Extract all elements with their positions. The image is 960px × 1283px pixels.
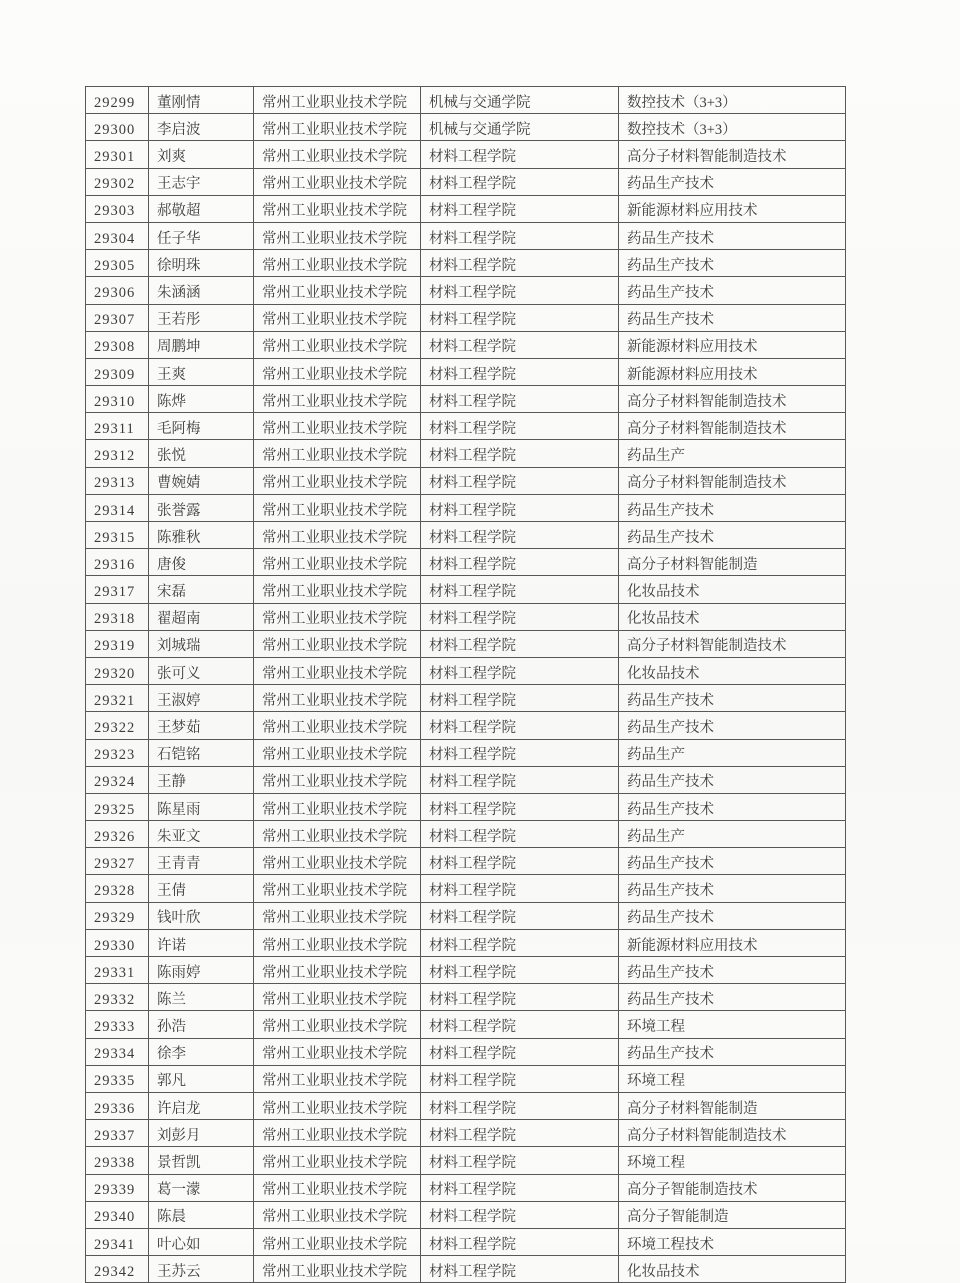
cell-school: 常州工业职业技术学院 [254,576,421,603]
cell-student-name: 刘彭月 [149,1120,254,1147]
cell-college: 材料工程学院 [421,1228,619,1255]
cell-major: 环境工程 [619,1011,846,1038]
cell-school: 常州工业职业技术学院 [254,630,421,657]
cell-student-name: 钱叶欣 [149,902,254,929]
cell-student-id: 29319 [86,630,149,657]
table-row [86,195,846,222]
cell-school: 常州工业职业技术学院 [254,331,421,358]
cell-student-name: 曹婉婧 [149,467,254,494]
cell-student-id: 29299 [86,87,149,114]
cell-major: 药品生产 [619,821,846,848]
cell-major: 化妆品技术 [619,603,846,630]
cell-major: 高分子材料智能制造 [619,1092,846,1119]
cell-major: 药品生产技术 [619,685,846,712]
cell-school: 常州工业职业技术学院 [254,1228,421,1255]
table-row [86,494,846,521]
cell-college: 材料工程学院 [421,848,619,875]
cell-college: 机械与交通学院 [421,87,619,114]
cell-major: 新能源材料应用技术 [619,331,846,358]
table-row [86,1256,846,1283]
cell-student-id: 29326 [86,821,149,848]
cell-major: 药品生产技术 [619,277,846,304]
cell-student-id: 29317 [86,576,149,603]
cell-student-name: 陈晨 [149,1201,254,1228]
cell-major: 化妆品技术 [619,657,846,684]
table-row [86,522,846,549]
cell-college: 材料工程学院 [421,1201,619,1228]
cell-student-name: 葛一濛 [149,1174,254,1201]
cell-college: 材料工程学院 [421,630,619,657]
cell-student-id: 29320 [86,657,149,684]
cell-college: 材料工程学院 [421,902,619,929]
cell-college: 材料工程学院 [421,141,619,168]
cell-school: 常州工业职业技术学院 [254,277,421,304]
cell-college: 材料工程学院 [421,522,619,549]
cell-student-id: 29339 [86,1174,149,1201]
cell-school: 常州工业职业技术学院 [254,984,421,1011]
cell-student-id: 29331 [86,957,149,984]
cell-school: 常州工业职业技术学院 [254,522,421,549]
cell-major: 新能源材料应用技术 [619,929,846,956]
cell-college: 材料工程学院 [421,1065,619,1092]
cell-major: 高分子智能制造 [619,1201,846,1228]
cell-student-name: 王爽 [149,358,254,385]
cell-school: 常州工业职业技术学院 [254,114,421,141]
cell-major: 化妆品技术 [619,1256,846,1283]
cell-student-name: 任子华 [149,222,254,249]
cell-student-id: 29321 [86,685,149,712]
cell-student-name: 叶心如 [149,1228,254,1255]
cell-student-name: 陈兰 [149,984,254,1011]
cell-college: 材料工程学院 [421,576,619,603]
cell-student-name: 翟超南 [149,603,254,630]
table-row [86,1038,846,1065]
cell-college: 机械与交通学院 [421,114,619,141]
cell-college: 材料工程学院 [421,277,619,304]
table-row [86,712,846,739]
cell-major: 高分子材料智能制造技术 [619,386,846,413]
cell-student-id: 29310 [86,386,149,413]
cell-major: 新能源材料应用技术 [619,195,846,222]
cell-student-name: 石铠铭 [149,739,254,766]
cell-school: 常州工业职业技术学院 [254,1174,421,1201]
table-row [86,168,846,195]
cell-college: 材料工程学院 [421,386,619,413]
cell-school: 常州工业职业技术学院 [254,494,421,521]
cell-student-id: 29301 [86,141,149,168]
cell-school: 常州工业职业技术学院 [254,1147,421,1174]
cell-major: 环境工程 [619,1147,846,1174]
table-row [86,984,846,1011]
cell-student-name: 许启龙 [149,1092,254,1119]
cell-student-id: 29315 [86,522,149,549]
cell-major: 药品生产 [619,440,846,467]
cell-student-id: 29302 [86,168,149,195]
cell-student-id: 29329 [86,902,149,929]
cell-major: 药品生产技术 [619,494,846,521]
cell-major: 新能源材料应用技术 [619,358,846,385]
cell-college: 材料工程学院 [421,875,619,902]
cell-school: 常州工业职业技术学院 [254,1256,421,1283]
cell-major: 药品生产技术 [619,712,846,739]
cell-student-name: 王倩 [149,875,254,902]
cell-student-name: 唐俊 [149,549,254,576]
cell-major: 药品生产技术 [619,793,846,820]
cell-student-id: 29327 [86,848,149,875]
cell-student-name: 张誉露 [149,494,254,521]
table-row [86,848,846,875]
cell-college: 材料工程学院 [421,793,619,820]
cell-school: 常州工业职业技术学院 [254,440,421,467]
cell-college: 材料工程学院 [421,1011,619,1038]
table-row [86,1011,846,1038]
cell-major: 药品生产技术 [619,522,846,549]
cell-student-id: 29304 [86,222,149,249]
table-row [86,793,846,820]
cell-school: 常州工业职业技术学院 [254,1092,421,1119]
table-row [86,657,846,684]
cell-school: 常州工业职业技术学院 [254,821,421,848]
table-row [86,331,846,358]
cell-college: 材料工程学院 [421,467,619,494]
cell-college: 材料工程学院 [421,1092,619,1119]
cell-school: 常州工业职业技术学院 [254,902,421,929]
cell-college: 材料工程学院 [421,766,619,793]
cell-school: 常州工业职业技术学院 [254,386,421,413]
table-row [86,250,846,277]
cell-major: 数控技术（3+3） [619,87,846,114]
table-row [86,413,846,440]
cell-school: 常州工业职业技术学院 [254,657,421,684]
cell-student-id: 29330 [86,929,149,956]
cell-school: 常州工业职业技术学院 [254,222,421,249]
cell-major: 药品生产技术 [619,250,846,277]
cell-student-id: 29308 [86,331,149,358]
cell-college: 材料工程学院 [421,984,619,1011]
cell-student-id: 29303 [86,195,149,222]
cell-school: 常州工业职业技术学院 [254,739,421,766]
table-row [86,440,846,467]
cell-student-name: 刘城瑞 [149,630,254,657]
cell-student-id: 29334 [86,1038,149,1065]
cell-college: 材料工程学院 [421,603,619,630]
cell-school: 常州工业职业技术学院 [254,875,421,902]
cell-student-name: 陈雅秋 [149,522,254,549]
table-row [86,277,846,304]
cell-major: 药品生产技术 [619,168,846,195]
cell-student-id: 29338 [86,1147,149,1174]
cell-student-name: 董刚情 [149,87,254,114]
cell-student-name: 朱涵涵 [149,277,254,304]
cell-college: 材料工程学院 [421,821,619,848]
cell-school: 常州工业职业技术学院 [254,793,421,820]
cell-student-id: 29333 [86,1011,149,1038]
cell-school: 常州工业职业技术学院 [254,1201,421,1228]
cell-college: 材料工程学院 [421,1147,619,1174]
cell-college: 材料工程学院 [421,413,619,440]
cell-student-id: 29340 [86,1201,149,1228]
cell-major: 药品生产技术 [619,984,846,1011]
cell-student-id: 29306 [86,277,149,304]
cell-school: 常州工业职业技术学院 [254,87,421,114]
cell-school: 常州工业职业技术学院 [254,1120,421,1147]
cell-major: 高分子材料智能制造 [619,549,846,576]
cell-student-name: 孙浩 [149,1011,254,1038]
cell-student-name: 徐明珠 [149,250,254,277]
cell-major: 化妆品技术 [619,576,846,603]
table-row [86,929,846,956]
cell-student-name: 景哲凯 [149,1147,254,1174]
cell-student-name: 朱亚文 [149,821,254,848]
cell-student-name: 王若彤 [149,304,254,331]
cell-college: 材料工程学院 [421,195,619,222]
cell-major: 环境工程 [619,1065,846,1092]
cell-school: 常州工业职业技术学院 [254,766,421,793]
cell-student-id: 29311 [86,413,149,440]
cell-student-name: 王梦茹 [149,712,254,739]
cell-school: 常州工业职业技术学院 [254,549,421,576]
cell-student-name: 郝敬超 [149,195,254,222]
cell-major: 药品生产技术 [619,304,846,331]
cell-student-id: 29328 [86,875,149,902]
cell-student-name: 毛阿梅 [149,413,254,440]
table-row [86,739,846,766]
cell-school: 常州工业职业技术学院 [254,141,421,168]
table-row [86,603,846,630]
cell-school: 常州工业职业技术学院 [254,304,421,331]
cell-school: 常州工业职业技术学院 [254,848,421,875]
cell-college: 材料工程学院 [421,739,619,766]
cell-student-id: 29314 [86,494,149,521]
cell-student-name: 郭凡 [149,1065,254,1092]
cell-major: 药品生产技术 [619,957,846,984]
cell-student-id: 29313 [86,467,149,494]
cell-college: 材料工程学院 [421,494,619,521]
cell-college: 材料工程学院 [421,250,619,277]
cell-student-name: 王淑婷 [149,685,254,712]
cell-student-name: 张可义 [149,657,254,684]
table-row [86,957,846,984]
cell-college: 材料工程学院 [421,304,619,331]
cell-college: 材料工程学院 [421,358,619,385]
table-row [86,114,846,141]
table-row [86,304,846,331]
table-row [86,1201,846,1228]
cell-college: 材料工程学院 [421,657,619,684]
table-row [86,467,846,494]
cell-student-id: 29309 [86,358,149,385]
cell-school: 常州工业职业技术学院 [254,929,421,956]
cell-student-id: 29332 [86,984,149,1011]
cell-school: 常州工业职业技术学院 [254,413,421,440]
cell-college: 材料工程学院 [421,222,619,249]
table-row [86,222,846,249]
cell-college: 材料工程学院 [421,1174,619,1201]
cell-student-id: 29323 [86,739,149,766]
cell-college: 材料工程学院 [421,549,619,576]
cell-student-name: 陈雨婷 [149,957,254,984]
cell-major: 药品生产技术 [619,222,846,249]
cell-major: 高分子材料智能制造技术 [619,1120,846,1147]
cell-school: 常州工业职业技术学院 [254,712,421,739]
cell-college: 材料工程学院 [421,168,619,195]
cell-student-id: 29305 [86,250,149,277]
cell-student-id: 29335 [86,1065,149,1092]
table-row [86,358,846,385]
cell-major: 高分子材料智能制造技术 [619,630,846,657]
table-row [86,1174,846,1201]
cell-student-name: 王志宇 [149,168,254,195]
cell-major: 药品生产技术 [619,766,846,793]
cell-student-name: 陈烨 [149,386,254,413]
cell-student-id: 29337 [86,1120,149,1147]
cell-school: 常州工业职业技术学院 [254,358,421,385]
cell-college: 材料工程学院 [421,685,619,712]
table-row [86,549,846,576]
cell-student-id: 29322 [86,712,149,739]
table-row [86,766,846,793]
cell-major: 高分子材料智能制造技术 [619,413,846,440]
cell-major: 药品生产技术 [619,902,846,929]
cell-student-name: 王苏云 [149,1256,254,1283]
table-row [86,1092,846,1119]
cell-college: 材料工程学院 [421,712,619,739]
cell-major: 数控技术（3+3） [619,114,846,141]
cell-major: 药品生产技术 [619,875,846,902]
cell-student-name: 张悦 [149,440,254,467]
cell-student-name: 陈星雨 [149,793,254,820]
cell-student-name: 徐李 [149,1038,254,1065]
cell-student-name: 周鹏坤 [149,331,254,358]
cell-college: 材料工程学院 [421,929,619,956]
cell-major: 药品生产技术 [619,848,846,875]
cell-school: 常州工业职业技术学院 [254,957,421,984]
cell-student-name: 王青青 [149,848,254,875]
cell-student-name: 刘爽 [149,141,254,168]
cell-school: 常州工业职业技术学院 [254,195,421,222]
cell-major: 环境工程技术 [619,1228,846,1255]
cell-student-id: 29316 [86,549,149,576]
cell-school: 常州工业职业技术学院 [254,1065,421,1092]
cell-student-id: 29312 [86,440,149,467]
cell-student-id: 29324 [86,766,149,793]
student-roster-table [85,86,846,1283]
cell-college: 材料工程学院 [421,957,619,984]
table-row [86,875,846,902]
table-row [86,1147,846,1174]
cell-student-id: 29307 [86,304,149,331]
cell-student-name: 李启波 [149,114,254,141]
table-row [86,1120,846,1147]
cell-major: 高分子材料智能制造技术 [619,141,846,168]
cell-school: 常州工业职业技术学院 [254,603,421,630]
cell-school: 常州工业职业技术学院 [254,467,421,494]
cell-major: 高分子材料智能制造技术 [619,467,846,494]
cell-college: 材料工程学院 [421,1256,619,1283]
table-row [86,685,846,712]
table-row [86,821,846,848]
cell-student-id: 29341 [86,1228,149,1255]
table-row [86,386,846,413]
cell-school: 常州工业职业技术学院 [254,685,421,712]
table-row [86,141,846,168]
table-row [86,87,846,114]
cell-college: 材料工程学院 [421,440,619,467]
cell-college: 材料工程学院 [421,331,619,358]
cell-school: 常州工业职业技术学院 [254,1038,421,1065]
table-row [86,576,846,603]
cell-college: 材料工程学院 [421,1120,619,1147]
table-row [86,902,846,929]
cell-student-name: 王静 [149,766,254,793]
table-body [86,87,846,1283]
cell-school: 常州工业职业技术学院 [254,168,421,195]
cell-school: 常州工业职业技术学院 [254,1011,421,1038]
cell-major: 高分子智能制造技术 [619,1174,846,1201]
cell-student-name: 许诺 [149,929,254,956]
cell-major: 药品生产技术 [619,1038,846,1065]
cell-student-name: 宋磊 [149,576,254,603]
table-row [86,630,846,657]
cell-school: 常州工业职业技术学院 [254,250,421,277]
cell-college: 材料工程学院 [421,1038,619,1065]
cell-student-id: 29318 [86,603,149,630]
cell-student-id: 29325 [86,793,149,820]
cell-major: 药品生产 [619,739,846,766]
cell-student-id: 29300 [86,114,149,141]
table-row [86,1228,846,1255]
cell-student-id: 29336 [86,1092,149,1119]
table-row [86,1065,846,1092]
cell-student-id: 29342 [86,1256,149,1283]
